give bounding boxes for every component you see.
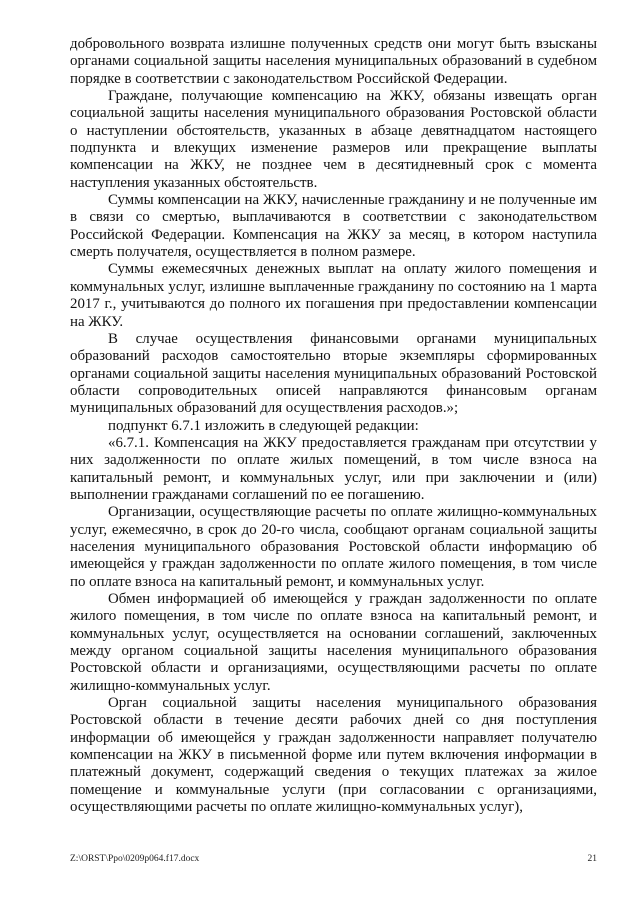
paragraph-social-protection-body: Орган социальной защиты населения муниципального образования Ростовской области в течение десяти рабочих дней со дня поступления информации об имеющейся у граждан задолженности направляет получателю компенсации на ЖКУ в письменной форме или путем включения информации в платежный документ, содержащий сведения о текущих платежах за жилое помещение и коммунальные услуги (при согласовании с организациями, осуществляющими расчеты по оплате жилищно-коммунальных услуг), — [70, 695, 597, 816]
paragraph-clause-6-7-1: «6.7.1. Компенсация на ЖКУ предоставляется гражданам при отсутствии у них задолженности по оплате жилых помещений, в том числе взноса на капитальный ремонт, и коммунальных услуг, или при заключении и (или) выполнении гражданами соглашений по ее погашению. — [70, 434, 597, 503]
paragraph-financial-bodies: В случае осуществления финансовыми органами муниципальных образований расходов самостоятельно вторые экземпляры сформированных органами социальной защиты населения муниципальных образований Ростовской области сопроводительных описей направляются финансовым органам муниципальных образований для осуществления расходов.»; — [70, 330, 597, 417]
paragraph-notification-duty: Граждане, получающие компенсацию на ЖКУ, обязаны извещать орган социальной защиты населения муниципального образования Ростовской области о наступлении обстоятельств, указанных в абзаце девятнадцатом настоящего подпункта и влекущих изменение размеров или прекращение выплаты компенсации на ЖКУ, не позднее чем в десятидневный срок с момента наступления указанных обстоятельств. — [70, 88, 597, 191]
document-body — [70, 36, 597, 816]
footer-page-number: 21 — [587, 854, 597, 864]
paragraph-subclause-intro: подпункт 6.7.1 изложить в следующей редакции: — [108, 417, 419, 434]
paragraph-information-exchange: Обмен информацией об имеющейся у граждан задолженности по оплате жилого помещения, в том числе по оплате взноса на капитальный ремонт, и коммунальных услуг, осуществляется на основании соглашений, заключенных между органом социальной защиты населения муниципального образования Ростовской области и организациями, осуществляющими расчеты по оплате жилищно-коммунальных услуг. — [70, 591, 597, 694]
paragraph-continuation: добровольного возврата излишне полученных средств они могут быть взысканы органами социальной защиты населения муниципальных образований в судебном порядке в соответствии с законодательством Российской Федерации. — [70, 36, 597, 87]
footer-file-path: Z:\ORST\Ppo\0209p064.f17.docx — [70, 854, 200, 864]
paragraph-death-payments: Суммы компенсации на ЖКУ, начисленные гражданину и не полученные им в связи со смертью, выплачиваются в соответствии с законодательством Российской Федерации. Компенсация на ЖКУ за месяц, в котором наступила смерть получателя, осуществляется в полном размере. — [70, 192, 597, 261]
paragraph-organizations-report: Организации, осуществляющие расчеты по оплате жилищно-коммунальных услуг, ежемесячно, в срок до 20-го числа, сообщают органам социальной защиты населения муниципального образования Ростовской области информацию об имеющейся у граждан задолженности по оплате жилого помещения, в том числе по оплате взноса на капитальный ремонт, и коммунальных услуг. — [70, 504, 597, 590]
page-footer — [70, 854, 597, 868]
paragraph-overpayments: Суммы ежемесячных денежных выплат на оплату жилого помещения и коммунальных услуг, излишне выплаченные гражданину по состоянию на 1 марта 2017 г., учитываются до полного их погашения при предоставлении компенсации на ЖКУ. — [70, 261, 597, 330]
